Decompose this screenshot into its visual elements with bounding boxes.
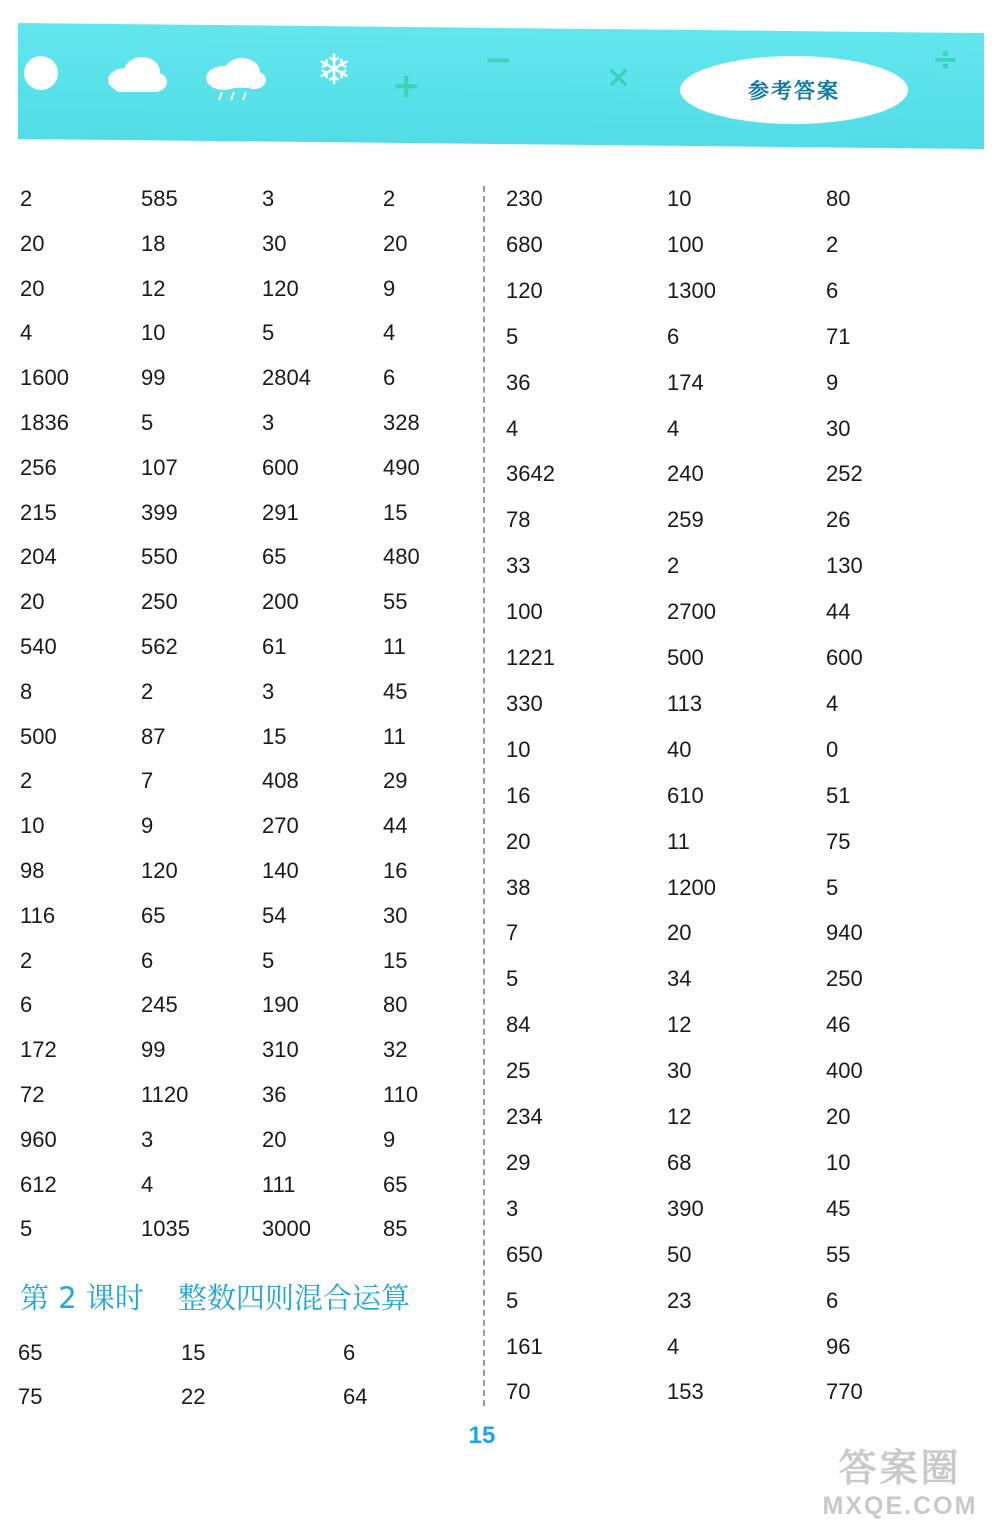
answer-cell: 8 bbox=[20, 678, 33, 704]
answer-cell: 245 bbox=[141, 992, 178, 1018]
answer-cell: 2 bbox=[20, 186, 33, 211]
answer-cell: 960 bbox=[20, 1126, 57, 1152]
answer-cell: 4 bbox=[20, 320, 33, 346]
answer-cell: 230 bbox=[506, 186, 543, 211]
answer-cell: 120 bbox=[262, 275, 299, 301]
answer-cell: 328 bbox=[383, 410, 420, 435]
answer-cell: 36 bbox=[506, 369, 531, 395]
section-title bbox=[20, 1276, 410, 1317]
answer-cell: 65 bbox=[18, 1340, 43, 1365]
answer-cell: 20 bbox=[667, 920, 692, 946]
answer-cell: 44 bbox=[383, 813, 408, 839]
answer-cell: 68 bbox=[667, 1149, 692, 1175]
answer-cell: 45 bbox=[383, 678, 408, 704]
answer-cell: 12 bbox=[667, 1104, 692, 1129]
answer-cell: 65 bbox=[262, 544, 287, 570]
answer-cell: 1300 bbox=[667, 277, 716, 303]
answer-cell: 107 bbox=[141, 454, 178, 480]
answer-cell: 6 bbox=[20, 992, 33, 1018]
answer-cell: 10 bbox=[506, 736, 531, 762]
answer-cell: 204 bbox=[20, 544, 57, 570]
answer-cell: 408 bbox=[262, 768, 299, 794]
answer-cell: 85 bbox=[383, 1216, 408, 1242]
answer-cell: 54 bbox=[262, 902, 287, 928]
answer-cell: 1120 bbox=[141, 1082, 189, 1107]
answer-cell: 130 bbox=[826, 553, 863, 579]
answer-cell: 6 bbox=[383, 365, 396, 391]
answer-cell: 15 bbox=[383, 499, 408, 525]
answer-cell: 99 bbox=[141, 365, 166, 391]
answer-cell: 26 bbox=[826, 507, 851, 533]
answer-cell: 3 bbox=[262, 186, 275, 211]
cloud-icon bbox=[104, 54, 168, 94]
answer-cell: 40 bbox=[667, 736, 692, 762]
answer-cell: 3000 bbox=[262, 1216, 311, 1242]
answer-cell: 36 bbox=[262, 1082, 287, 1107]
answer-cell: 16 bbox=[383, 858, 408, 883]
answer-cell: 45 bbox=[826, 1195, 851, 1221]
times-icon: × bbox=[606, 60, 632, 95]
answer-cell: 75 bbox=[826, 828, 851, 854]
answer-cell: 29 bbox=[506, 1149, 531, 1175]
answer-cell: 153 bbox=[667, 1379, 704, 1405]
watermark-bottom: MXQE.COM bbox=[822, 1492, 978, 1520]
answer-cell: 11 bbox=[667, 828, 690, 854]
answer-cell: 50 bbox=[667, 1241, 692, 1267]
answer-cell: 100 bbox=[667, 231, 704, 257]
answer-cell: 6 bbox=[667, 323, 680, 349]
answer-cell: 4 bbox=[667, 415, 680, 441]
answer-cell: 399 bbox=[141, 499, 178, 525]
answer-cell: 15 bbox=[262, 723, 287, 749]
answer-cell: 12 bbox=[667, 1012, 692, 1038]
snowflake-icon: ❄ bbox=[316, 45, 352, 94]
answer-cell: 15 bbox=[383, 947, 408, 973]
answer-cell: 29 bbox=[383, 768, 408, 794]
answer-cell: 32 bbox=[383, 1037, 408, 1063]
answer-cell: 46 bbox=[826, 1012, 851, 1038]
answer-cell: 4 bbox=[383, 320, 396, 346]
answer-cell: 4 bbox=[141, 1171, 154, 1197]
answer-badge bbox=[680, 56, 908, 124]
topic-label: 整数四则混合运算 bbox=[177, 1281, 410, 1315]
answer-cell: 540 bbox=[20, 634, 57, 659]
lesson-label: 第 2 课时 bbox=[20, 1281, 144, 1315]
answer-cell: 55 bbox=[383, 589, 408, 615]
answer-cell: 51 bbox=[826, 782, 851, 808]
answer-cell: 4 bbox=[826, 690, 839, 716]
answer-cell: 550 bbox=[141, 544, 178, 570]
answer-cell: 87 bbox=[141, 723, 166, 749]
answer-cell: 174 bbox=[667, 369, 704, 395]
answer-cell: 215 bbox=[20, 499, 57, 525]
answer-cell: 10 bbox=[667, 186, 692, 211]
answer-cell: 22 bbox=[181, 1384, 206, 1409]
answer-cell: 250 bbox=[826, 966, 863, 992]
answer-cell: 270 bbox=[262, 813, 299, 839]
answer-cell: 259 bbox=[667, 507, 704, 533]
answer-cell: 940 bbox=[826, 920, 863, 946]
answer-cell: 5 bbox=[826, 874, 839, 900]
answer-cell: 9 bbox=[141, 813, 154, 839]
answer-cell: 5 bbox=[506, 966, 519, 992]
answer-cell: 116 bbox=[20, 902, 56, 928]
answer-cell: 6 bbox=[141, 947, 154, 973]
answer-cell: 20 bbox=[383, 230, 408, 256]
answer-cell: 15 bbox=[181, 1340, 206, 1365]
answer-cell: 1221 bbox=[506, 645, 555, 670]
answer-cell: 25 bbox=[506, 1058, 531, 1084]
answer-cell: 612 bbox=[20, 1171, 57, 1197]
answer-cell: 70 bbox=[506, 1379, 531, 1405]
answer-cell: 9 bbox=[826, 369, 839, 395]
answer-cell: 30 bbox=[826, 415, 851, 441]
answer-cell: 34 bbox=[667, 966, 692, 992]
answer-cell: 78 bbox=[506, 507, 531, 533]
answer-cell: 600 bbox=[262, 454, 299, 480]
answer-cell: 0 bbox=[826, 736, 839, 762]
answer-cell: 5 bbox=[141, 410, 154, 435]
answer-cell: 72 bbox=[20, 1082, 45, 1107]
answer-cell: 2 bbox=[20, 947, 33, 973]
answer-cell: 6 bbox=[343, 1340, 356, 1365]
answer-cell: 490 bbox=[383, 454, 420, 480]
answer-cell: 585 bbox=[141, 186, 178, 211]
answer-cell: 44 bbox=[826, 599, 851, 625]
answer-cell: 3 bbox=[262, 678, 275, 704]
answer-cell: 140 bbox=[262, 858, 299, 883]
answer-cell: 100 bbox=[506, 599, 543, 625]
answer-cell: 291 bbox=[262, 499, 299, 525]
answer-cell: 10 bbox=[20, 813, 45, 839]
answer-cell: 610 bbox=[667, 782, 704, 808]
answer-cell: 3 bbox=[262, 410, 275, 435]
answer-cell: 310 bbox=[262, 1037, 299, 1063]
answer-cell: 400 bbox=[826, 1058, 863, 1084]
answer-cell: 55 bbox=[826, 1241, 851, 1267]
answer-cell: 23 bbox=[667, 1287, 692, 1313]
answer-cell: 234 bbox=[506, 1104, 543, 1129]
answer-cell: 1600 bbox=[20, 365, 69, 391]
answer-cell: 20 bbox=[262, 1126, 287, 1152]
answer-cell: 480 bbox=[383, 544, 420, 570]
answer-cell: 5 bbox=[262, 947, 275, 973]
minus-icon: − bbox=[484, 40, 513, 80]
answer-cell: 120 bbox=[141, 858, 178, 883]
answer-cell: 5 bbox=[262, 320, 275, 346]
answer-cell: 65 bbox=[141, 902, 166, 928]
answer-cell: 3 bbox=[506, 1195, 519, 1221]
answer-cell: 4 bbox=[667, 1333, 680, 1359]
answer-cell: 2 bbox=[667, 553, 680, 579]
answer-cell: 1200 bbox=[667, 874, 716, 900]
answer-cell: 2 bbox=[826, 231, 839, 257]
answer-cell: 240 bbox=[667, 461, 704, 487]
answer-cell: 650 bbox=[506, 1241, 543, 1267]
answer-cell: 330 bbox=[506, 690, 543, 716]
answer-cell: 7 bbox=[141, 768, 154, 794]
answer-cell: 3642 bbox=[506, 461, 555, 487]
answer-cell: 562 bbox=[141, 634, 178, 659]
answer-cell: 6 bbox=[826, 1287, 839, 1313]
answer-cell: 110 bbox=[383, 1082, 419, 1107]
answer-cell: 75 bbox=[18, 1384, 43, 1409]
answer-cell: 4 bbox=[506, 415, 519, 441]
answer-cell: 120 bbox=[506, 277, 543, 303]
answer-cell: 7 bbox=[506, 920, 519, 946]
answer-cell: 38 bbox=[506, 874, 531, 900]
answer-cell: 2700 bbox=[667, 599, 716, 625]
answer-cell: 2 bbox=[20, 768, 33, 794]
answer-cell: 10 bbox=[141, 320, 166, 346]
answer-cell: 1035 bbox=[141, 1216, 190, 1242]
answer-cell: 20 bbox=[826, 1104, 851, 1129]
answer-cell: 20 bbox=[506, 828, 531, 854]
answer-cell: 161 bbox=[506, 1333, 543, 1359]
answer-cell: 5 bbox=[506, 1287, 519, 1313]
answer-cell: 1836 bbox=[20, 410, 69, 435]
answer-cell: 2804 bbox=[262, 365, 311, 391]
answer-cell: 200 bbox=[262, 589, 299, 615]
watermark-top: 答案圈 bbox=[838, 1446, 962, 1490]
answer-cell: 20 bbox=[20, 230, 45, 256]
answer-cell: 18 bbox=[141, 230, 166, 256]
answer-cell: 80 bbox=[383, 992, 408, 1018]
answer-cell: 11 bbox=[383, 634, 406, 659]
answer-cell: 64 bbox=[343, 1384, 368, 1409]
answer-cell: 500 bbox=[667, 645, 704, 670]
page-number: 15 bbox=[468, 1422, 496, 1449]
answer-cell: 16 bbox=[506, 782, 531, 808]
sun-icon bbox=[24, 56, 58, 90]
answer-cell: 30 bbox=[383, 902, 408, 928]
answer-cell: 99 bbox=[141, 1037, 166, 1063]
answer-cell: 600 bbox=[826, 645, 863, 670]
rain-cloud-icon bbox=[202, 56, 268, 104]
answer-cell: 390 bbox=[667, 1195, 704, 1221]
answer-cell: 71 bbox=[826, 323, 851, 349]
answer-badge-label: 参考答案 bbox=[748, 79, 840, 103]
answer-cell: 2 bbox=[141, 678, 154, 704]
column-divider bbox=[483, 186, 485, 1406]
answer-cell: 680 bbox=[506, 231, 543, 257]
answer-cell: 250 bbox=[141, 589, 178, 615]
answer-cell: 3 bbox=[141, 1126, 154, 1152]
answer-cell: 256 bbox=[20, 454, 57, 480]
answer-cell: 6 bbox=[826, 277, 839, 303]
answer-cell: 9 bbox=[383, 1126, 396, 1152]
plus-icon: + bbox=[392, 66, 421, 106]
answer-cell: 5 bbox=[506, 323, 519, 349]
watermark bbox=[810, 1445, 990, 1527]
answer-cell: 33 bbox=[506, 553, 531, 579]
answer-cell: 84 bbox=[506, 1012, 531, 1038]
answer-cell: 30 bbox=[667, 1058, 692, 1084]
answer-cell: 20 bbox=[20, 275, 45, 301]
answer-cell: 20 bbox=[20, 589, 45, 615]
answer-cell: 65 bbox=[383, 1171, 408, 1197]
divide-icon: ÷ bbox=[932, 40, 959, 78]
answer-cell: 11 bbox=[383, 723, 406, 749]
answer-cell: 2 bbox=[383, 186, 396, 211]
answer-cell: 61 bbox=[262, 634, 287, 659]
answer-cell: 770 bbox=[826, 1379, 863, 1405]
answer-cell: 190 bbox=[262, 992, 299, 1018]
answer-cell: 5 bbox=[20, 1216, 33, 1242]
answer-cell: 500 bbox=[20, 723, 57, 749]
answer-cell: 113 bbox=[667, 690, 703, 716]
answer-cell: 252 bbox=[826, 461, 863, 487]
answer-cell: 80 bbox=[826, 186, 851, 211]
answer-cell: 111 bbox=[262, 1171, 296, 1197]
answer-cell: 172 bbox=[20, 1037, 57, 1063]
answer-cell: 12 bbox=[141, 275, 166, 301]
answer-cell: 30 bbox=[262, 230, 287, 256]
answer-cell: 10 bbox=[826, 1149, 851, 1175]
answer-cell: 9 bbox=[383, 275, 396, 301]
answer-cell: 98 bbox=[20, 858, 45, 883]
answer-cell: 96 bbox=[826, 1333, 851, 1359]
